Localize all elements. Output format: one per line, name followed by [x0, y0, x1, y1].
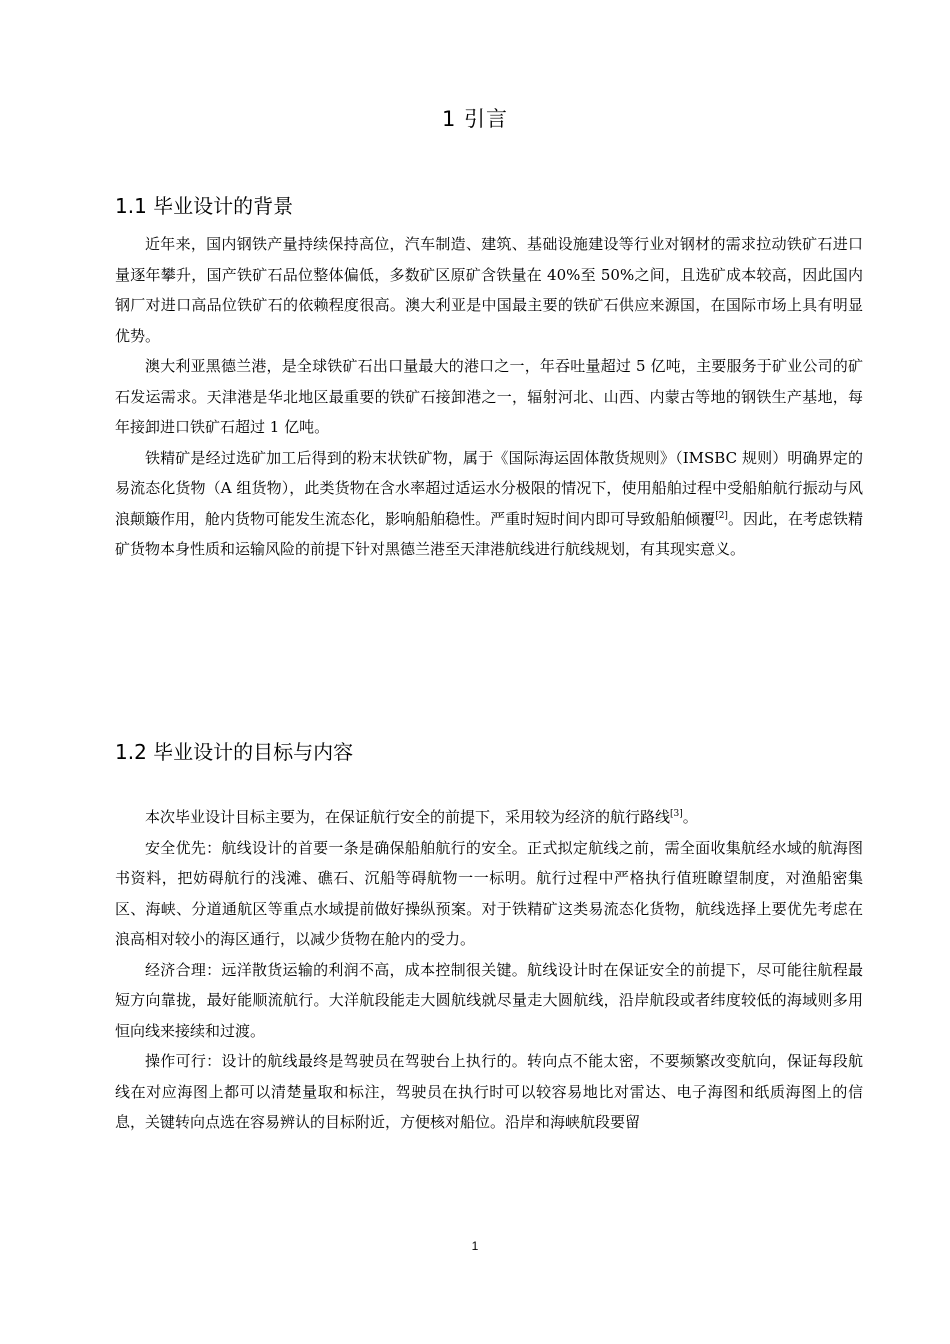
paragraph: 安全优先：航线设计的首要一条是确保船舶航行的安全。正式拟定航线之前，需全面收集航经水域的航海图书资料，把妨碍航行的浅滩、礁石、沉船等碍航物一一标明。航行过程中严格执行值班瞭望制度，对渔船密集区、海峡、分道通航区等重点水域提前做好操纵预案。对于铁精矿这类易流态化货物，航线选择上要优先考虑在浪高相对较小的海区通行，以减少货物在舱内的受力。	[115, 838, 863, 948]
paragraph-text: 本次毕业设计目标主要为，在保证航行安全的前提下，采用较为经济的航行路线	[145, 808, 671, 826]
paragraph	[115, 443, 863, 565]
paragraph-text-tail: 。因此，在考虑铁精矿货物本身性质和运输风险的前提下针对黑德兰港至天津港航线进行航线规划，有其现实意义。	[115, 509, 863, 558]
paragraph	[115, 351, 863, 443]
paragraph-text: 澳大利亚黑德兰港，是全球铁矿石出口量最大的港口之一，年吞吐量超过 5 亿吨，主要服务于矿业公司的矿石发运需求。天津港是华北地区最重要的铁矿石接卸港之一，辐射河北、山西、内蒙古等地的钢铁生产基地，每年接卸进口铁矿石超过 1 亿吨。	[115, 357, 863, 436]
section-body-background	[115, 229, 863, 565]
section-body-goals	[115, 802, 863, 1138]
paragraph-text: 铁精矿是经过选矿加工后得到的粉末状铁矿物，属于《国际海运固体散货规则》（IMSBC 规则）明确界定的易流态化货物（A 组货物），此类货物在含水率超过适运水分极限的情况下，使用船舶过程中受船舶航行振动与风浪颠簸作用，舱内货物可能发生流态化，影响船舶稳性。严重时短时间内即可导致船舶倾覆	[115, 448, 863, 528]
paragraph: 近年来，国内钢铁产量持续保持高位，汽车制造、建筑、基础设施建设等行业对钢材的需求拉动铁矿石进口量逐年攀升，国产铁矿石品位整体偏低，多数矿区原矿含铁量在 40%至 50%之间，且选矿成本较高，因此国内钢厂对进口高品位铁矿石的依赖程度很高。澳大利亚是中国最主要的铁矿石供应来源国，在国际市场上具有明显优势。	[115, 235, 863, 345]
page-number: 1	[471, 1239, 479, 1253]
section-heading-goals: 1.2 毕业设计的目标与内容	[115, 740, 354, 764]
citation-marker: [2]	[715, 510, 728, 521]
paragraph: 经济合理：远洋散货运输的利润不高，成本控制很关键。航线设计时在保证安全的前提下，尽可能往航程最短方向靠拢，最好能顺流航行。大洋航段能走大圆航线就尽量走大圆航线，沿岸航段或者纬度较低的海域则多用恒向线来接续和过渡。	[115, 960, 863, 1040]
chapter-title: 1 引言	[441, 107, 509, 131]
paragraph: 操作可行：设计的航线最终是驾驶员在驾驶台上执行的。转向点不能太密，不要频繁改变航向，保证每段航线在对应海图上都可以清楚量取和标注，驾驶员在执行时可以较容易地比对雷达、电子海图和纸质海图上的信息，关键转向点选在容易辨认的目标附近，方便核对船位。沿岸和海峡航段要留	[115, 1052, 863, 1131]
paragraph-text-tail: 。	[682, 808, 698, 826]
section-heading-background: 1.1 毕业设计的背景	[115, 194, 294, 218]
paragraph	[115, 802, 863, 833]
citation-marker: [3]	[670, 809, 683, 819]
